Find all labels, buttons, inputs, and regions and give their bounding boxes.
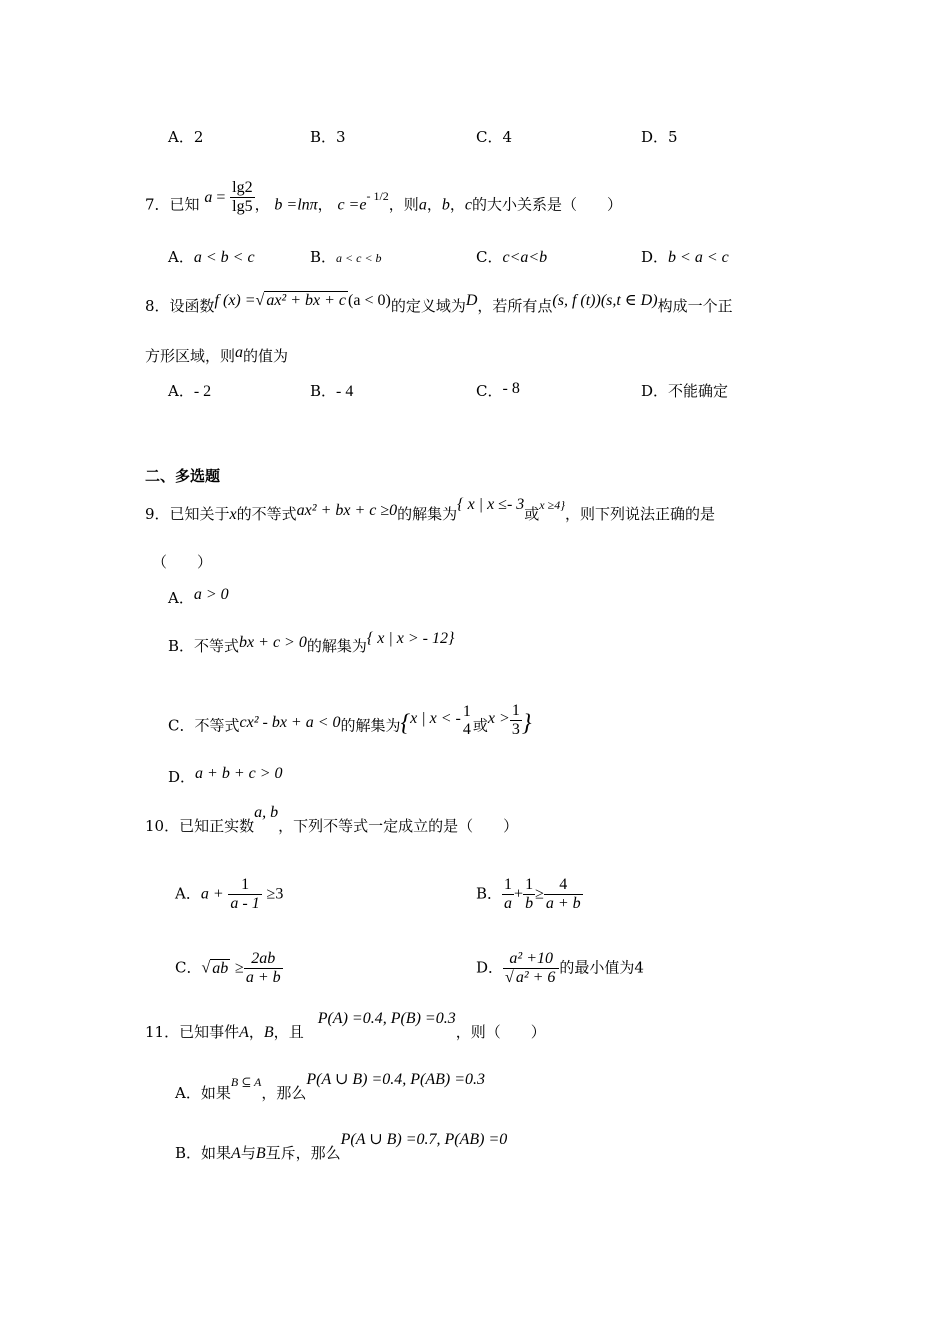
- q9-stem: 9．已知关于x的不等式ax² + bx + c ≥0的解集为{ x | x ≤- 3或$^{x \ge 4\}}$，则下列说法正确的是: [145, 496, 716, 523]
- q9-paren: （ ）: [152, 553, 213, 571]
- q9-option-c: C．不等式cx² - bx + a < 0的解集为{x | x < - 1 4 或x > $\frac{1}{3}$ }: [168, 702, 532, 738]
- q8-option-a: A．- 2: [168, 382, 212, 400]
- q11-option-b: B．如果A与B互斥，那么P(A ∪ B) =0.7, P(AB) =0: [175, 1131, 508, 1162]
- q11-stem: 11．已知事件A，B，且P(A) =0.4, P(B) =0.3，则（ ）: [145, 1010, 546, 1041]
- q7-option-b: B．a < c < b: [310, 248, 382, 266]
- q10-option-b: B． $\frac{1}{a}$ + $\frac{1}{b}$ ≥ $\frac{4}{a + b}$: [476, 876, 581, 912]
- q6-option-c: C．4: [476, 128, 513, 146]
- q8-option-b: B．- 4: [310, 382, 354, 400]
- q6-option-a: A．2: [168, 128, 204, 146]
- q6-option-d: D．5: [641, 128, 678, 146]
- q7-option-c: C．c<a<b: [476, 248, 548, 266]
- q8-option-d: D．不能确定: [641, 382, 729, 400]
- q7-stem: 7．已知 a = $\frac{\lg 2}{\lg 5}$ ， b =lnπ， $c =e^{- 1/2}$，则a，b，c的大小关系是（ ）: [145, 179, 622, 215]
- q9-option-a: A．a > 0: [168, 586, 229, 607]
- q9-option-d: D．a + b + c > 0: [168, 765, 283, 786]
- q6-option-b: B．3: [310, 128, 346, 146]
- q10-option-d: D． $\frac{\text{a² +10}}{\text{√ a² + 6}}$ 的最小值为4: [476, 950, 644, 986]
- q8-stem: 8．设函数f (x) =√ ax² + bx + c (a < 0)的定义域为D，若所有点(s, f (t))(s,t ∈ D)构成一个正: [145, 292, 733, 315]
- q8-option-c: C．- 8: [476, 380, 520, 400]
- q11-option-a: A．如果$^{B ⊆ A}$，那么P(A ∪ B) =0.4, P(AB) =0.3: [175, 1071, 486, 1102]
- q7-option-a: A．a < b < c: [168, 248, 255, 266]
- section-title: 二、多选题: [145, 467, 221, 485]
- q7-fraction: $\frac{\lg 2}{\lg 5}$: [232, 179, 253, 215]
- q7-option-d: D．b < a < c: [641, 248, 729, 266]
- q10-option-c: C．√ ab ≥ $\frac{2ab}{a + b}$: [175, 950, 281, 986]
- q10-stem: 10．已知正实数a, b，下列不等式一定成立的是（ ）: [145, 804, 519, 835]
- q8-stem-line2: 方形区域，则a的值为: [145, 344, 289, 365]
- q9-option-b: B．不等式bx + c > 0的解集为{ x | x > - 12}: [168, 630, 455, 655]
- q10-option-a: A．a + $\frac{1}{a - 1}$ ≥3: [175, 876, 284, 912]
